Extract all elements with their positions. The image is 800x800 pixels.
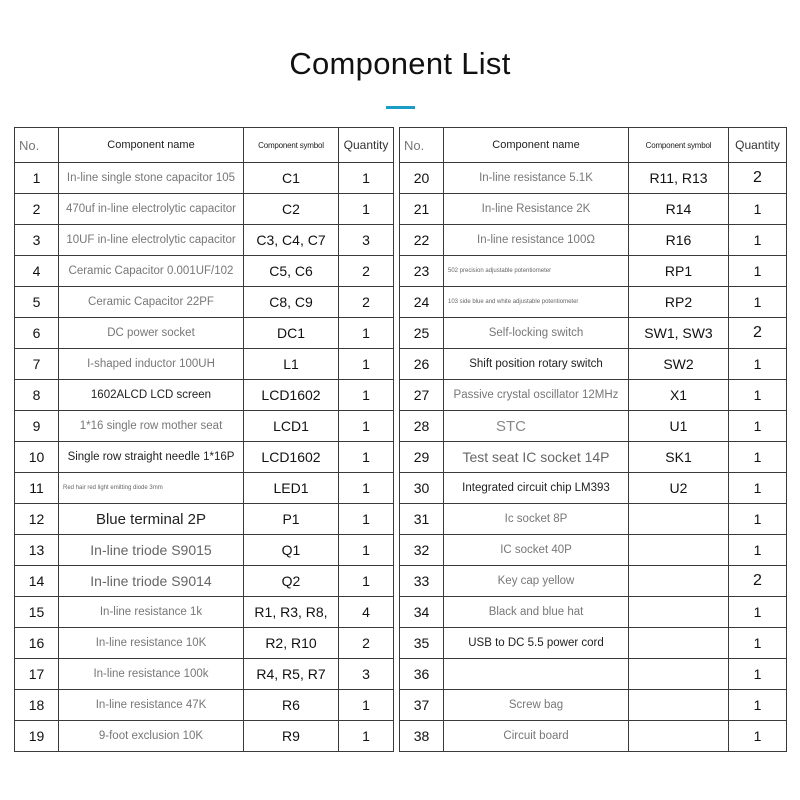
component-name: 1602ALCD LCD screen: [59, 380, 244, 411]
component-symbol: U2: [629, 473, 729, 504]
component-name: In-line resistance 47K: [59, 690, 244, 721]
component-name: Blue terminal 2P: [59, 504, 244, 535]
component-name: Circuit board: [444, 721, 629, 752]
row-number: 5: [15, 287, 59, 318]
row-number: 33: [400, 566, 444, 597]
row-number: 15: [15, 597, 59, 628]
table-row: [400, 380, 787, 411]
component-symbol: RP1: [629, 256, 729, 287]
component-symbol: R14: [629, 194, 729, 225]
table-row: [400, 287, 787, 318]
table-row: [15, 163, 394, 194]
component-quantity: 1: [729, 597, 787, 628]
component-quantity: 1: [729, 380, 787, 411]
component-quantity: 1: [339, 721, 394, 752]
component-quantity: 1: [339, 349, 394, 380]
component-name: 502 precision adjustable potentiometer: [444, 256, 629, 287]
component-quantity: 1: [729, 535, 787, 566]
component-symbol: [629, 535, 729, 566]
table-row: [400, 535, 787, 566]
row-number: 7: [15, 349, 59, 380]
row-number: 27: [400, 380, 444, 411]
component-symbol: LCD1602: [244, 442, 339, 473]
component-quantity: 1: [729, 504, 787, 535]
row-number: 21: [400, 194, 444, 225]
component-symbol: C2: [244, 194, 339, 225]
component-name: [444, 659, 629, 690]
row-number: 36: [400, 659, 444, 690]
component-symbol: RP2: [629, 287, 729, 318]
component-name: Ceramic Capacitor 0.001UF/102: [59, 256, 244, 287]
component-quantity: 1: [339, 504, 394, 535]
component-symbol: R6: [244, 690, 339, 721]
component-symbol: LED1: [244, 473, 339, 504]
component-name: DC power socket: [59, 318, 244, 349]
table-row: [15, 287, 394, 318]
header-component-symbol: Component symbol: [629, 128, 729, 163]
row-number: 23: [400, 256, 444, 287]
component-name: 1*16 single row mother seat: [59, 411, 244, 442]
component-quantity: 3: [339, 225, 394, 256]
component-symbol: L1: [244, 349, 339, 380]
component-symbol: R9: [244, 721, 339, 752]
component-name: Test seat IC socket 14P: [444, 442, 629, 473]
component-name: Passive crystal oscillator 12MHz: [444, 380, 629, 411]
row-number: 26: [400, 349, 444, 380]
row-number: 16: [15, 628, 59, 659]
component-quantity: 1: [729, 256, 787, 287]
component-quantity: 1: [729, 473, 787, 504]
page-title: Component List: [289, 46, 511, 81]
header-quantity: Quantity: [339, 128, 394, 163]
component-name: In-line single stone capacitor 105: [59, 163, 244, 194]
component-quantity: 1: [729, 442, 787, 473]
table-row: [400, 690, 787, 721]
table-row: [15, 597, 394, 628]
row-number: 9: [15, 411, 59, 442]
component-symbol: SK1: [629, 442, 729, 473]
component-name: IC socket 40P: [444, 535, 629, 566]
component-quantity: 4: [339, 597, 394, 628]
component-quantity: 2: [339, 256, 394, 287]
component-symbol: R1, R3, R8,: [244, 597, 339, 628]
table-row: [400, 442, 787, 473]
component-quantity: 2: [339, 287, 394, 318]
table-row: [400, 163, 787, 194]
row-number: 31: [400, 504, 444, 535]
component-quantity: 1: [729, 628, 787, 659]
component-quantity: 1: [729, 721, 787, 752]
component-quantity: 1: [729, 194, 787, 225]
component-symbol: R16: [629, 225, 729, 256]
component-symbol: SW2: [629, 349, 729, 380]
row-number: 14: [15, 566, 59, 597]
component-quantity: 1: [729, 349, 787, 380]
row-number: 17: [15, 659, 59, 690]
component-symbol: [629, 690, 729, 721]
component-tables: [14, 127, 786, 755]
header-component-name: Component name: [59, 128, 244, 163]
component-quantity: 3: [339, 659, 394, 690]
component-name: Ic socket 8P: [444, 504, 629, 535]
row-number: 35: [400, 628, 444, 659]
table-row: [15, 349, 394, 380]
component-symbol: C1: [244, 163, 339, 194]
table-row: [15, 504, 394, 535]
row-number: 6: [15, 318, 59, 349]
component-symbol: [629, 566, 729, 597]
component-symbol: Q1: [244, 535, 339, 566]
table-row: [15, 659, 394, 690]
component-quantity: 1: [339, 442, 394, 473]
component-quantity: 1: [339, 194, 394, 225]
component-quantity: 1: [339, 411, 394, 442]
table-row: [400, 721, 787, 752]
component-name: STC: [444, 411, 629, 442]
table-row: [15, 628, 394, 659]
component-symbol: R4, R5, R7: [244, 659, 339, 690]
component-quantity: 1: [729, 287, 787, 318]
component-name: Single row straight needle 1*16P: [59, 442, 244, 473]
component-name: In-line Resistance 2K: [444, 194, 629, 225]
row-number: 32: [400, 535, 444, 566]
component-symbol: R2, R10: [244, 628, 339, 659]
row-number: 3: [15, 225, 59, 256]
component-quantity: 1: [339, 318, 394, 349]
component-quantity: 1: [339, 473, 394, 504]
row-number: 24: [400, 287, 444, 318]
component-table-right: [399, 127, 787, 752]
component-quantity: 2: [339, 628, 394, 659]
component-symbol: LCD1: [244, 411, 339, 442]
table-row: [15, 721, 394, 752]
component-name: Red hair red light emitting diode 3mm: [59, 473, 244, 504]
row-number: 2: [15, 194, 59, 225]
component-name: In-line triode S9014: [59, 566, 244, 597]
component-symbol: SW1, SW3: [629, 318, 729, 349]
component-symbol: [629, 628, 729, 659]
header-no: No.: [400, 128, 444, 163]
table-row: [400, 318, 787, 349]
component-quantity: 1: [339, 163, 394, 194]
component-name: 103 side blue and white adjustable potentiometer: [444, 287, 629, 318]
component-name: Black and blue hat: [444, 597, 629, 628]
component-name: Integrated circuit chip LM393: [444, 473, 629, 504]
row-number: 11: [15, 473, 59, 504]
table-row: [400, 349, 787, 380]
component-symbol: [629, 597, 729, 628]
row-number: 25: [400, 318, 444, 349]
row-number: 10: [15, 442, 59, 473]
row-number: 20: [400, 163, 444, 194]
component-quantity: 1: [729, 225, 787, 256]
component-name: USB to DC 5.5 power cord: [444, 628, 629, 659]
header-quantity: Quantity: [729, 128, 787, 163]
component-name: 470uf in-line electrolytic capacitor: [59, 194, 244, 225]
component-symbol: DC1: [244, 318, 339, 349]
component-name: In-line triode S9015: [59, 535, 244, 566]
table-row: [400, 659, 787, 690]
table-row: [400, 225, 787, 256]
component-quantity: 1: [339, 535, 394, 566]
component-symbol: LCD1602: [244, 380, 339, 411]
component-name: Self-locking switch: [444, 318, 629, 349]
row-number: 13: [15, 535, 59, 566]
component-symbol: P1: [244, 504, 339, 535]
component-quantity: 2: [729, 318, 787, 349]
row-number: 8: [15, 380, 59, 411]
table-row: [15, 194, 394, 225]
title-accent-bar: [386, 106, 415, 109]
component-symbol: R11, R13: [629, 163, 729, 194]
table-row: [15, 473, 394, 504]
component-table-left: [14, 127, 394, 752]
row-number: 19: [15, 721, 59, 752]
table-row: [15, 411, 394, 442]
component-name: 10UF in-line electrolytic capacitor: [59, 225, 244, 256]
component-symbol: [629, 721, 729, 752]
row-number: 1: [15, 163, 59, 194]
table-row: [15, 690, 394, 721]
component-quantity: 2: [729, 566, 787, 597]
table-row: [400, 194, 787, 225]
component-name: Ceramic Capacitor 22PF: [59, 287, 244, 318]
component-name: In-line resistance 1k: [59, 597, 244, 628]
table-row: [15, 380, 394, 411]
component-name: In-line resistance 100k: [59, 659, 244, 690]
component-symbol: [629, 504, 729, 535]
header-row: [400, 128, 787, 163]
component-name: I-shaped inductor 100UH: [59, 349, 244, 380]
table-row: [400, 566, 787, 597]
row-number: 30: [400, 473, 444, 504]
component-name: In-line resistance 10K: [59, 628, 244, 659]
component-quantity: 1: [339, 380, 394, 411]
component-name: In-line resistance 100Ω: [444, 225, 629, 256]
row-number: 18: [15, 690, 59, 721]
row-number: 37: [400, 690, 444, 721]
row-number: 12: [15, 504, 59, 535]
component-name: In-line resistance 5.1K: [444, 163, 629, 194]
component-symbol: X1: [629, 380, 729, 411]
component-symbol: C8, C9: [244, 287, 339, 318]
component-name: 9-foot exclusion 10K: [59, 721, 244, 752]
table-row: [400, 628, 787, 659]
component-symbol: C5, C6: [244, 256, 339, 287]
component-quantity: 1: [339, 690, 394, 721]
component-quantity: 1: [729, 690, 787, 721]
component-name: Screw bag: [444, 690, 629, 721]
table-row: [15, 566, 394, 597]
component-quantity: 2: [729, 163, 787, 194]
component-name: Key cap yellow: [444, 566, 629, 597]
row-number: 29: [400, 442, 444, 473]
header-component-name: Component name: [444, 128, 629, 163]
component-symbol: Q2: [244, 566, 339, 597]
row-number: 38: [400, 721, 444, 752]
component-symbol: U1: [629, 411, 729, 442]
component-symbol: [629, 659, 729, 690]
table-row: [400, 473, 787, 504]
component-quantity: 1: [339, 566, 394, 597]
table-row: [15, 256, 394, 287]
row-number: 22: [400, 225, 444, 256]
table-row: [400, 256, 787, 287]
component-name: Shift position rotary switch: [444, 349, 629, 380]
component-quantity: 1: [729, 411, 787, 442]
table-row: [400, 597, 787, 628]
table-row: [400, 411, 787, 442]
row-number: 34: [400, 597, 444, 628]
table-row: [15, 535, 394, 566]
row-number: 4: [15, 256, 59, 287]
component-quantity: 1: [729, 659, 787, 690]
table-row: [15, 318, 394, 349]
header-no: No.: [15, 128, 59, 163]
table-row: [15, 225, 394, 256]
row-number: 28: [400, 411, 444, 442]
header-component-symbol: Component symbol: [244, 128, 339, 163]
component-symbol: C3, C4, C7: [244, 225, 339, 256]
table-row: [15, 442, 394, 473]
table-row: [400, 504, 787, 535]
header-row: [15, 128, 394, 163]
